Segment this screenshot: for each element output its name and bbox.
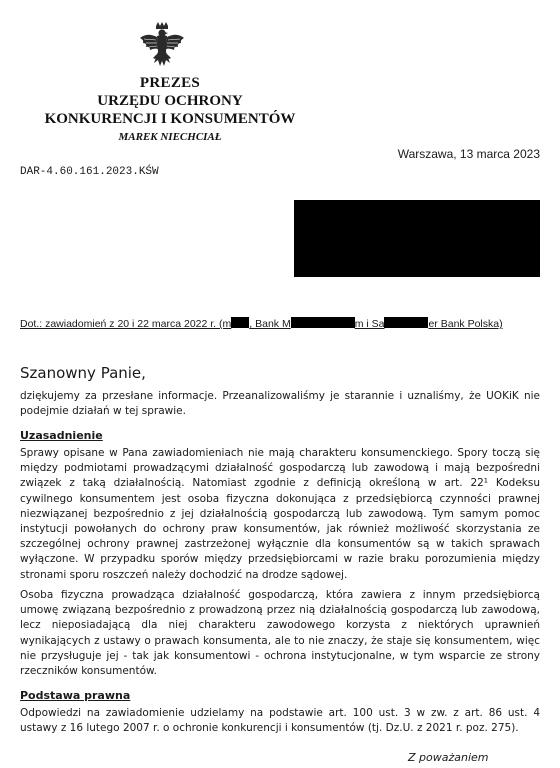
subject-part-3: m i Sa (354, 318, 385, 330)
header-title-urzedu: URZĘDU OCHRONY (97, 93, 243, 109)
intro-paragraph: dziękujemy za przesłane informacje. Przeanalizowaliśmy je starannie i uznaliśmy, że UOKiK nie podejmie działań w tej sprawie. (20, 390, 540, 418)
section-heading-podstawa-prawna: Podstawa prawna (20, 689, 131, 702)
subject-redaction-3 (384, 317, 428, 328)
section-heading-uzasadnienie: Uzasadnienie (20, 429, 103, 442)
justification-paragraph-1: Sprawy opisane w Pana zawiadomieniach nie mają charakteru konsumenckiego. Spory toczą się między podmiotami prowadzącymi działalność gospodarczą lub zawodową i mają bezpośredni związek z taką działalnością. Natomiast zgodnie z definicją określoną w art. 22¹ Kodeksu cywilnego konsumentem jest osoba fizyczna dokonująca z przedsiębiorcą czynności prawnej niezwiązanej bezpośrednio z jej działalnością gospodarczą lub zawodową. Tym samym pomoc instytucji powołanych do ochrony praw konsumentów, jak również możliwość skorzystania ze szczególnej ochrony prawnej zastrzeżonej wyłącznie dla konsumentów są w takich sprawach wyłączone. W przypadku sporów między przedsiębiorcami w razie braku porozumienia między stronami sporu roszczeń należy dochodzić na drodze sądowej. (20, 447, 540, 581)
header-president-name: MAREK NIECHCIAŁ (118, 131, 222, 143)
place-and-date: Warszawa, 13 marca 2023 (397, 147, 540, 161)
subject-part-4: er Bank Polska) (428, 318, 503, 330)
subject-line (20, 317, 540, 330)
redacted-addressee-block (294, 200, 540, 277)
subject-part-1: Dot.: zawiadomień z 20 i 22 marca 2022 r. (m (20, 318, 232, 330)
header-title-prezes: PREZES (139, 75, 201, 91)
subject-redaction-1 (231, 317, 249, 328)
legal-basis-paragraph: Odpowiedzi na zawiadomienie udzielamy na podstawie art. 100 ust. 3 w zw. z art. 86 ust. 4 ustawy z 16 lutego 2007 r. o ochronie konkurencji i konsumentów (tj. Dz.U. z 2021 r. poz. 275). (20, 707, 540, 735)
polish-eagle-emblem-icon (139, 22, 185, 72)
header-title-konkurencji: KONKURENCJI I KONSUMENTÓW (44, 111, 296, 127)
salutation: Szanowny Panie, (20, 364, 146, 382)
subject-redaction-2 (291, 317, 355, 328)
case-reference-number: DAR-4.60.161.2023.KŚW (20, 166, 159, 178)
closing-phrase: Z poważaniem (408, 751, 489, 764)
subject-part-2: , Bank M (249, 318, 291, 330)
justification-paragraph-2: Osoba fizyczna prowadząca działalność gospodarczą, która zawiera z innym przedsiębiorcą umowę związaną bezpośrednio z prowadzoną przez nią działalnością gospodarczą lub zawodową, lecz nieposiadającą dla niej charakteru zawodowego korzysta z niektórych uprawnień wynikających z ustawy o prawach konsumenta, ale to nie znaczy, że staje się konsumentem, więc nie przysługuje jej - tak jak konsumentowi - ochrona instytucjonalne, w tym wsparcie ze strony rzeczników konsumentów. (20, 589, 540, 678)
